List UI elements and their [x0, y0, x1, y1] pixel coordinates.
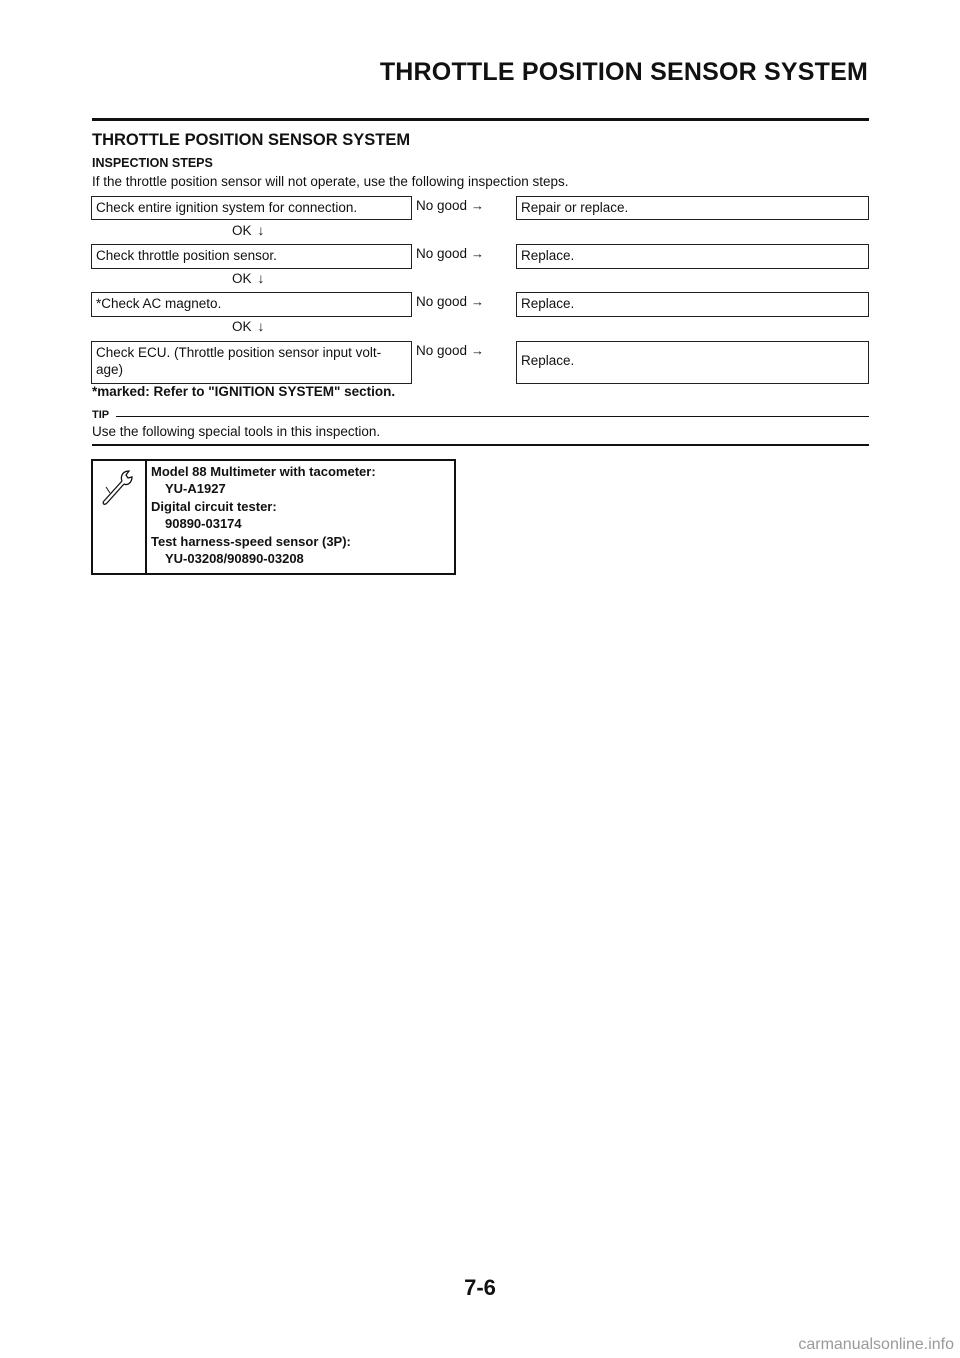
- arrow-right-icon: →: [471, 246, 485, 261]
- section-title: THROTTLE POSITION SENSOR SYSTEM: [92, 131, 411, 149]
- arrow-down-icon: ↓: [257, 222, 265, 238]
- step-box-3: [91, 292, 412, 317]
- tip-rule-top: [116, 416, 869, 417]
- no-good-text: No good: [416, 246, 468, 261]
- step-box-2: [91, 244, 412, 269]
- step-text: *Check AC magneto.: [96, 296, 222, 311]
- page-header-title: THROTTLE POSITION SENSOR SYSTEM: [379, 58, 868, 86]
- step-text-line-1: Check ECU. (Throttle position sensor input volt-: [96, 345, 382, 360]
- ok-label-1: [232, 222, 265, 238]
- no-good-label-2: [416, 246, 484, 261]
- special-tools-divider: [145, 459, 147, 575]
- subsection-title: INSPECTION STEPS: [92, 156, 213, 170]
- tool-name: Digital circuit tester:: [151, 498, 277, 514]
- step-text: Check throttle position sensor.: [96, 248, 277, 263]
- wrench-icon: [98, 467, 138, 512]
- result-text: Repair or replace.: [521, 200, 629, 215]
- result-box-3: [516, 292, 869, 317]
- arrow-right-icon: →: [471, 198, 485, 213]
- result-text: Replace.: [521, 353, 575, 368]
- result-box-4: [516, 341, 869, 384]
- ok-label-3: [232, 318, 265, 334]
- tool-number: YU-03208/90890-03208: [165, 551, 304, 567]
- no-good-text: No good: [416, 343, 468, 358]
- intro-text: If the throttle position sensor will not operate, use the following inspection steps.: [92, 174, 569, 189]
- watermark: carmanualsonline.info: [798, 1336, 954, 1353]
- no-good-label-4: [416, 343, 484, 358]
- ok-text: OK: [232, 271, 252, 286]
- tool-number: YU-A1927: [165, 481, 226, 497]
- result-text: Replace.: [521, 248, 575, 263]
- arrow-down-icon: ↓: [257, 318, 265, 334]
- step-text-line-2: age): [96, 362, 124, 377]
- header-rule: [92, 118, 869, 121]
- result-box-1: [516, 196, 869, 220]
- special-tools-list: [151, 463, 376, 567]
- tool-number: 90890-03174: [165, 516, 242, 532]
- step-text: Check entire ignition system for connection.: [96, 200, 358, 215]
- no-good-text: No good: [416, 198, 468, 213]
- step-box-4: [91, 341, 412, 384]
- ok-label-2: [232, 270, 265, 286]
- step-box-1: [91, 196, 412, 220]
- no-good-label-3: [416, 294, 484, 309]
- tip-label: TIP: [92, 409, 110, 421]
- tool-name: Model 88 Multimeter with tacometer:: [151, 464, 376, 479]
- arrow-right-icon: →: [471, 343, 485, 358]
- no-good-label-1: [416, 198, 484, 213]
- arrow-down-icon: ↓: [257, 270, 265, 286]
- tool-name: Test harness-speed sensor (3P):: [151, 533, 351, 549]
- arrow-right-icon: →: [471, 294, 485, 309]
- footnote: *marked: Refer to "IGNITION SYSTEM" section.: [92, 384, 396, 399]
- ok-text: OK: [232, 223, 252, 238]
- no-good-text: No good: [416, 294, 468, 309]
- page-number: 7-6: [464, 1275, 496, 1300]
- tip-rule-bottom: [92, 444, 869, 446]
- ok-text: OK: [232, 319, 252, 334]
- result-text: Replace.: [521, 296, 575, 311]
- tip-text: Use the following special tools in this inspection.: [92, 424, 381, 439]
- result-box-2: [516, 244, 869, 269]
